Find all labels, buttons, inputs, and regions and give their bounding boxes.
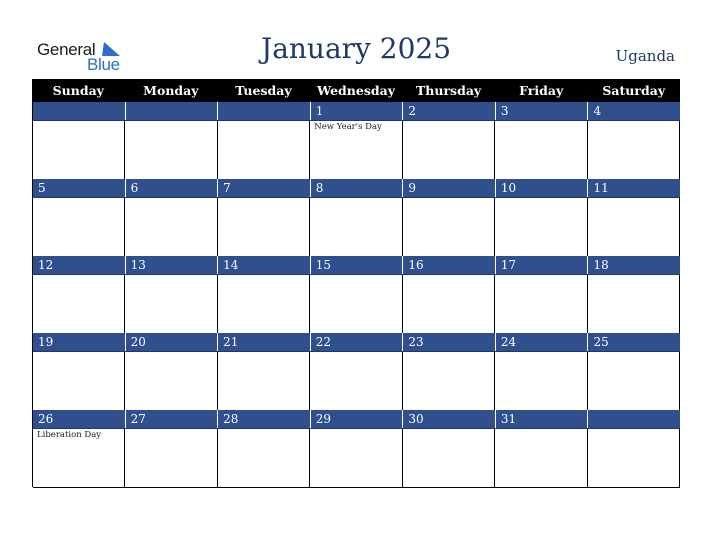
date-number-bar (33, 179, 680, 198)
date-number-bar (33, 333, 680, 352)
day-number (588, 410, 680, 428)
date-number-bar (33, 256, 680, 275)
day-cell-event (33, 352, 125, 410)
logo-text-blue: Blue (87, 55, 120, 74)
day-cell-event (125, 275, 217, 333)
day-number: 19 (33, 333, 126, 351)
day-cell-event (403, 198, 495, 256)
day-cell-event (588, 352, 680, 410)
day-cell-event (403, 121, 495, 179)
day-number: 9 (403, 179, 496, 197)
day-number: 24 (496, 333, 589, 351)
day-cell-event (218, 121, 310, 179)
weekday-monday: Monday (143, 83, 199, 98)
calendar-weeks (32, 102, 680, 487)
day-cell-event (403, 275, 495, 333)
day-number: 30 (403, 410, 496, 428)
day-cell-event: New Year's Day (310, 121, 402, 179)
weekday-thursday: Thursday (415, 83, 482, 98)
day-cell-event (310, 275, 402, 333)
day-cells (33, 352, 680, 411)
day-number: 23 (403, 333, 496, 351)
day-cell-event (218, 275, 310, 333)
day-cell-event (588, 275, 680, 333)
day-number: 16 (403, 256, 496, 274)
logo-text-general: General (37, 40, 96, 59)
weekday-tuesday: Tuesday (235, 83, 292, 98)
day-number: 11 (593, 181, 609, 195)
day-number: 29 (311, 410, 404, 428)
day-number: 13 (126, 256, 219, 274)
day-cell-event (125, 429, 217, 487)
day-number: 10 (496, 179, 589, 197)
day-number: 26 (33, 410, 126, 428)
day-number: 15 (311, 256, 404, 274)
day-cells (33, 275, 680, 334)
day-cell-event (495, 198, 587, 256)
day-cell-event (310, 352, 402, 410)
day-number (218, 102, 311, 120)
day-number: 22 (311, 333, 404, 351)
day-number: 25 (593, 335, 609, 349)
day-cell-event (403, 429, 495, 487)
day-number: 3 (496, 102, 589, 120)
weekday-wednesday: Wednesday (317, 83, 395, 98)
week-row (32, 333, 680, 410)
weekday-saturday: Saturday (602, 83, 666, 98)
country-label: Uganda (615, 47, 675, 65)
day-cell-event (495, 275, 587, 333)
day-cells (33, 198, 680, 257)
day-number: 31 (496, 410, 589, 428)
day-cell-event (218, 352, 310, 410)
day-number (126, 102, 219, 120)
day-cell-event (588, 198, 680, 256)
week-row (32, 256, 680, 333)
date-number-bar (33, 410, 680, 429)
day-cell-event (125, 352, 217, 410)
day-number: 28 (218, 410, 311, 428)
calendar-grid (32, 79, 680, 487)
day-number: 12 (33, 256, 126, 274)
day-number: 1 (311, 102, 404, 120)
day-number: 7 (218, 179, 311, 197)
week-row (32, 410, 680, 487)
day-cell-event (310, 429, 402, 487)
day-number: 4 (593, 104, 602, 118)
weekday-friday: Friday (519, 83, 564, 98)
day-cell-event (33, 198, 125, 256)
day-cell-event (33, 275, 125, 333)
day-number (33, 102, 126, 120)
day-cells (33, 121, 680, 180)
day-number: 6 (126, 179, 219, 197)
page-title: January 2025 (260, 32, 452, 65)
day-cell-event (495, 121, 587, 179)
day-cell-event: Liberation Day (33, 429, 125, 487)
weekday-header (32, 79, 680, 102)
day-cell-event (33, 121, 125, 179)
date-number-bar (33, 102, 680, 121)
day-cell-event (125, 198, 217, 256)
day-cell-event (310, 198, 402, 256)
day-number: 21 (218, 333, 311, 351)
day-number: 8 (311, 179, 404, 197)
day-cell-event (588, 429, 680, 487)
day-cell-event (495, 429, 587, 487)
day-cell-event (588, 121, 680, 179)
week-row (32, 179, 680, 256)
day-number: 17 (496, 256, 589, 274)
day-number: 14 (218, 256, 311, 274)
day-number: 18 (593, 258, 609, 272)
day-cell-event (218, 198, 310, 256)
week-row (32, 102, 680, 179)
day-cell-event (495, 352, 587, 410)
day-cell-event (403, 352, 495, 410)
day-number: 27 (126, 410, 219, 428)
day-number: 20 (126, 333, 219, 351)
day-number: 5 (33, 179, 126, 197)
day-cell-event (125, 121, 217, 179)
day-cells (33, 429, 680, 488)
weekday-sunday: Sunday (52, 83, 104, 98)
day-cell-event (218, 429, 310, 487)
day-number: 2 (403, 102, 496, 120)
